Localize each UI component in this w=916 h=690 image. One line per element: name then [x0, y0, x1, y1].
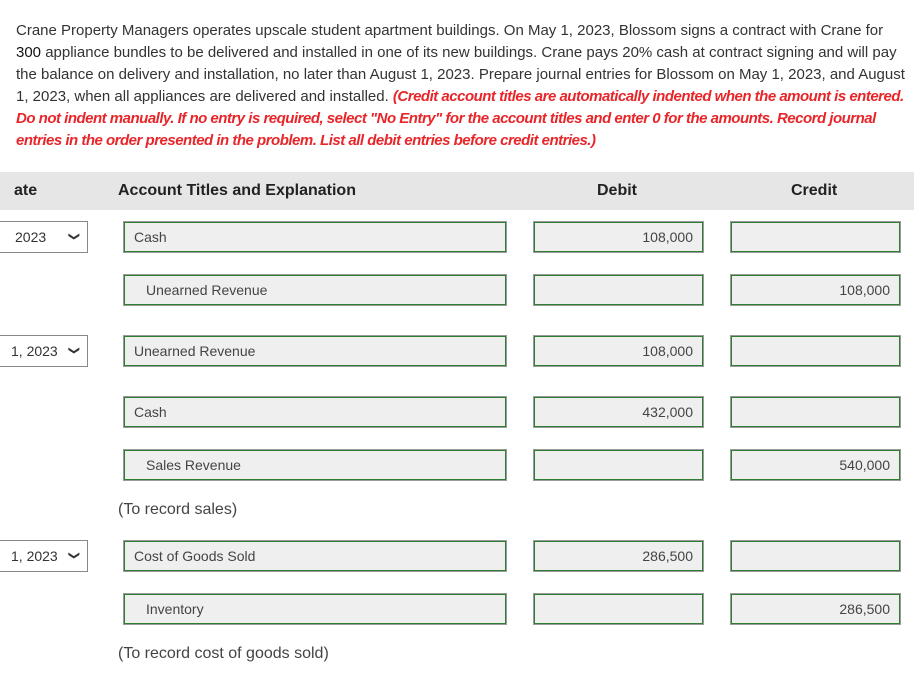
account-field[interactable]: Unearned Revenue: [123, 274, 507, 306]
debit-field[interactable]: 286,500: [533, 540, 704, 572]
debit-field[interactable]: [533, 449, 704, 481]
credit-column-header: Credit: [791, 182, 838, 199]
table-header: [0, 172, 914, 210]
credit-field[interactable]: [730, 540, 901, 572]
account-field[interactable]: Cost of Goods Sold: [123, 540, 507, 572]
quantity-value: 300: [16, 44, 42, 61]
chevron-down-icon: ❯: [67, 231, 80, 242]
date-select-may[interactable]: 2023 ❯: [0, 221, 88, 253]
chevron-down-icon: ❯: [67, 345, 80, 356]
date-column-header: ate: [14, 182, 38, 199]
chevron-down-icon: ❯: [67, 550, 80, 561]
credit-field[interactable]: 540,000: [730, 449, 901, 481]
debit-field[interactable]: 108,000: [533, 335, 704, 367]
problem-text: Crane Property Managers operates upscale student apartment buildings. On May 1, 2023, Blossom signs a contract with Crane for 300 appliance bundles to be delivered and installed in one of its new buildings. Crane pays 20% cash at contract signing and will pay the balance on delivery and installation, no later than August 1, 2023. Prepare journal entries for Blossom on May 1, 2023, and August 1, 2023, when all appliances are delivered and installed. (Credit account titles are automatically indented when the amount is entered. Do not indent manually. If no entry is required, select "No Entry" for the account titles and enter 0 for the amounts. Record journal entries in the order presented in the problem. List all debit entries before credit entries.): [16, 22, 905, 149]
account-column-header: Account Titles and Explanation: [118, 182, 356, 199]
explanation-sales: (To record sales): [118, 501, 238, 518]
date-select-aug-cogs[interactable]: 1, 2023 ❯: [0, 540, 88, 572]
debit-column-header: Debit: [597, 182, 637, 199]
credit-field[interactable]: 286,500: [730, 593, 901, 625]
account-field[interactable]: Unearned Revenue: [123, 335, 507, 367]
date-select-aug[interactable]: 1, 2023 ❯: [0, 335, 88, 367]
debit-field[interactable]: 432,000: [533, 396, 704, 428]
account-field[interactable]: Cash: [123, 221, 507, 253]
debit-field[interactable]: [533, 593, 704, 625]
credit-field[interactable]: 108,000: [730, 274, 901, 306]
credit-field[interactable]: [730, 396, 901, 428]
credit-field[interactable]: [730, 335, 901, 367]
account-field[interactable]: Inventory: [123, 593, 507, 625]
instructions-text: (Credit account titles are automatically indented when the amount is entered. Do not indent manually. If no entry is required, select "No Entry" for the account titles and enter 0 for the amounts. Record journal entries in the order presented in the problem. List all debit entries before credit entries.): [16, 88, 904, 149]
account-field[interactable]: Cash: [123, 396, 507, 428]
debit-field[interactable]: 108,000: [533, 221, 704, 253]
debit-field[interactable]: [533, 274, 704, 306]
account-field[interactable]: Sales Revenue: [123, 449, 507, 481]
credit-field[interactable]: [730, 221, 901, 253]
explanation-cogs: (To record cost of goods sold): [118, 645, 329, 662]
